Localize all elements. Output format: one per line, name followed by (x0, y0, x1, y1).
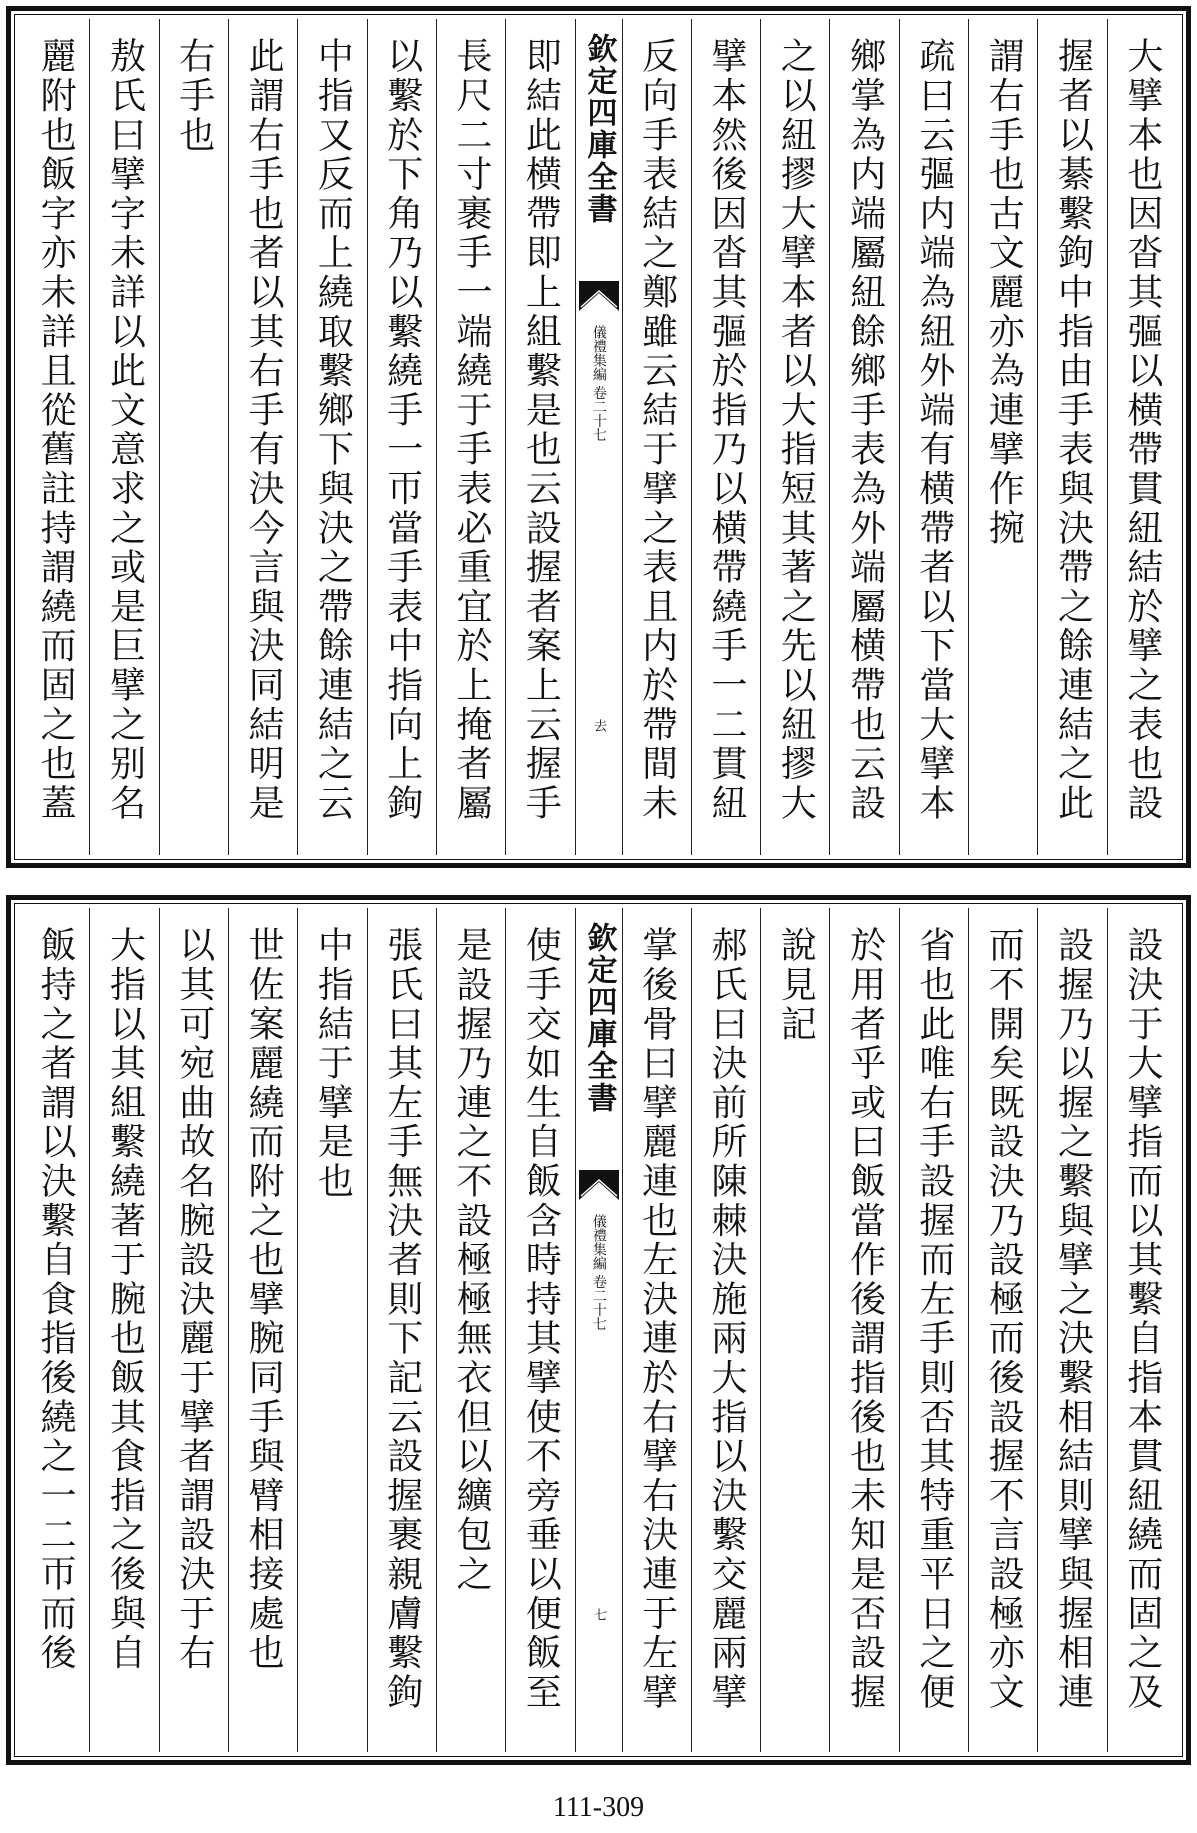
text-column: 以繫於下角乃以繫繞手一帀當手表中指向上鉤 (368, 19, 437, 855)
center-fold-column (576, 19, 623, 855)
fish-tail-marker-icon (579, 1170, 619, 1200)
volume-label: 儀禮集編 卷二十七 (590, 325, 607, 442)
text-column: 此謂右手也者以其右手有決今言與決同結明是 (229, 19, 298, 855)
text-column: 反向手表結之鄭雖云結于擘之表且内於帶間未 (623, 19, 692, 855)
text-column: 設握乃以握之繫與擘之決繫相結則擘與握相連 (1038, 908, 1107, 1752)
text-column: 之以紐摎大擘本者以大指短其著之先以紐摎大 (761, 19, 830, 855)
text-column: 麗附也飯字亦未詳且從舊註持謂繞而固之也蓋 (21, 19, 90, 855)
text-column: 掌後骨曰擘麗連也左決連於右擘右決連于左擘 (623, 908, 692, 1752)
text-column: 說見記 (761, 908, 830, 1752)
bottom-page-columns (21, 908, 1176, 1752)
text-column: 於用者乎或曰飯當作後謂指後也未知是否設握 (830, 908, 899, 1752)
text-column: 鄉掌為内端屬紐餘鄉手表為外端屬横帶也云設 (830, 19, 899, 855)
folio-number: 去 (591, 719, 606, 732)
book-title: 欽定四庫全書 (581, 922, 617, 1114)
top-page-frame (6, 6, 1191, 868)
center-fold-column (576, 908, 623, 1752)
text-column: 右手也 (160, 19, 229, 855)
fish-tail-marker-icon (579, 281, 619, 311)
text-column: 疏曰云彄内端為紐外端有横帶者以下當大擘本 (900, 19, 969, 855)
folio-number: 七 (591, 1608, 606, 1621)
top-page-columns (21, 19, 1176, 855)
volume-label: 儀禮集編 卷二十七 (590, 1214, 607, 1331)
text-column: 以其可宛曲故名腕設決麗于擘者謂設決于右 (160, 908, 229, 1752)
text-column: 使手交如生自飯含時持其擘使不旁垂以便飯至 (506, 908, 575, 1752)
text-column: 世佐案麗繞而附之也擘腕同手與臂相接處也 (229, 908, 298, 1752)
page-number: 111-309 (552, 1792, 645, 1823)
text-column: 大擘本也因沓其彄以横帶貫紐結於擘之表也設 (1121, 37, 1163, 823)
text-column: 設決于大擘指而以其繫自指本貫紐繞而固之及 (1121, 926, 1163, 1712)
text-column: 中指結于擘是也 (298, 908, 367, 1752)
text-column: 大指以其組繫繞著于腕也飯其食指之後與自 (90, 908, 159, 1752)
text-column: 省也此唯右手設握而左手則否其特重平日之便 (900, 908, 969, 1752)
text-column: 擘本然後因沓其彄於指乃以横帶繞手一二貫紐 (692, 19, 761, 855)
book-title: 欽定四庫全書 (581, 33, 617, 225)
text-column: 敖氏曰擘字未詳以此文意求之或是巨擘之别名 (90, 19, 159, 855)
text-column: 是設握乃連之不設極極無衣但以纊包之 (437, 908, 506, 1752)
text-column: 長尺二寸裹手一端繞于手表必重宜於上掩者屬 (437, 19, 506, 855)
text-column: 握者以綦繫鉤中指由手表與決帶之餘連結之此 (1038, 19, 1107, 855)
text-column: 謂右手也古文麗亦為連擘作捥 (969, 19, 1038, 855)
text-column: 飯持之者謂以決繫自食指後繞之一二帀而後 (21, 908, 90, 1752)
text-column: 而不開矣既設決乃設極而後設握不言設極亦文 (969, 908, 1038, 1752)
text-column: 張氏曰其左手無決者則下記云設握裹親膚繫鉤 (368, 908, 437, 1752)
text-column: 即結此横帶即上組繫是也云設握者案上云握手 (506, 19, 575, 855)
text-column: 郝氏曰決前所陳棘決施兩大指以決繫交麗兩擘 (692, 908, 761, 1752)
bottom-page-frame (6, 895, 1191, 1765)
text-column: 中指又反而上繞取繫鄉下與決之帶餘連結之云 (298, 19, 367, 855)
